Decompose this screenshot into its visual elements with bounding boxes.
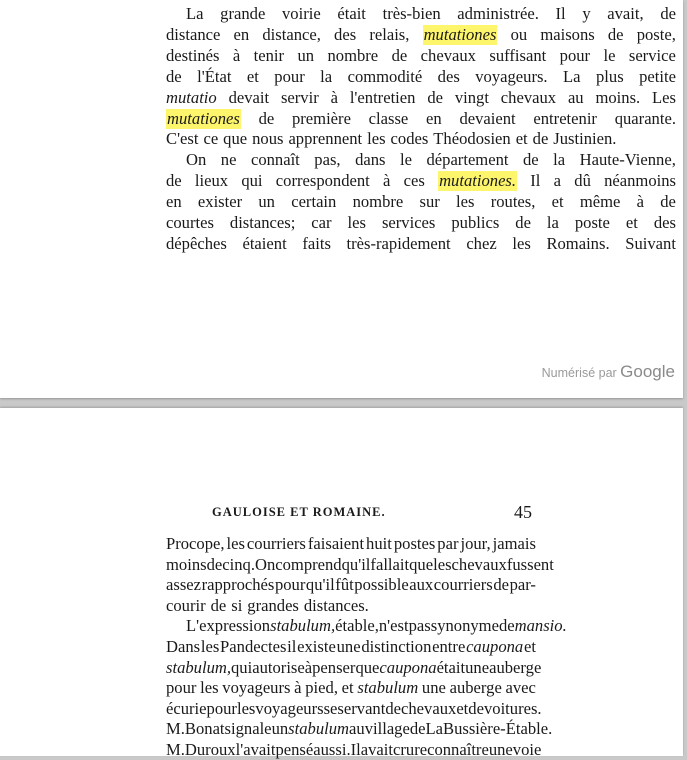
search-highlight: mutationes [167, 108, 240, 128]
word: quarante. [614, 108, 676, 128]
bottom-page-text-line [166, 637, 536, 657]
word: lieux [194, 171, 229, 191]
top-page-text-line [166, 46, 676, 66]
word: les [512, 233, 531, 253]
word: si [231, 595, 243, 615]
word: tenir [253, 45, 285, 65]
word: courriers [246, 534, 306, 553]
google-logo: Google [620, 362, 675, 381]
word: La [425, 719, 444, 739]
word: de [468, 698, 484, 718]
word: la [320, 66, 333, 86]
word: distance, [262, 24, 321, 44]
word: les [456, 192, 475, 212]
word: au [349, 719, 365, 739]
word: de [210, 595, 227, 615]
word: chez [466, 233, 497, 253]
word: relais, [369, 24, 410, 44]
word: Il [530, 171, 541, 191]
italic-term: mutatio [166, 87, 217, 107]
word: au [567, 87, 584, 107]
word: de [515, 213, 531, 232]
running-header: GAULOISE ET ROMAINE. [212, 505, 386, 519]
word: codes [390, 129, 429, 149]
word: pour [206, 698, 237, 718]
italic-term: mansio. [514, 616, 567, 636]
word: de [493, 575, 510, 595]
word: un [271, 719, 289, 739]
word: village [364, 719, 410, 739]
word: des [334, 24, 357, 44]
top-page-text-line [166, 109, 676, 129]
word: une [488, 740, 513, 759]
word: auberge [449, 678, 502, 698]
word: se [323, 698, 338, 718]
word: faisaient [307, 534, 365, 553]
word: sur [419, 192, 440, 212]
word: pour [166, 678, 197, 698]
word: et [456, 698, 469, 718]
word: comprend [275, 554, 342, 574]
word: chevaux [451, 554, 507, 574]
word: il [287, 637, 297, 656]
word: courriers [433, 575, 493, 595]
word: fût [335, 575, 354, 595]
word: routes, [490, 192, 536, 212]
word: de [660, 4, 676, 23]
word: car [311, 213, 332, 232]
word: avec [505, 678, 536, 698]
top-page-text-line [166, 213, 676, 233]
bottom-page-text-line [166, 554, 554, 575]
word: pas, [314, 150, 341, 170]
word: chevaux [420, 45, 476, 65]
word: et [246, 66, 259, 86]
digitization-watermark [542, 362, 675, 382]
word: Il [555, 4, 566, 23]
word: de [427, 87, 443, 107]
word: n'est [378, 616, 409, 636]
word: de [532, 129, 549, 149]
bottom-page-text-line [166, 596, 369, 616]
word: voyageurs. [475, 66, 548, 86]
word: faits [302, 233, 331, 253]
word: Haute-Vienne, [579, 150, 676, 170]
word: nous [252, 129, 284, 149]
word: entretenir [533, 108, 597, 128]
word: fussent [506, 554, 554, 574]
top-page-text-line [166, 67, 676, 87]
word: grande [220, 4, 266, 23]
word: devait [228, 87, 270, 107]
word: jamais [492, 534, 536, 553]
word: Bonat [184, 719, 225, 739]
word: néanmoins [604, 171, 676, 191]
word: Duroux [184, 740, 236, 759]
word: Il [350, 740, 361, 759]
word: des [653, 213, 676, 232]
word: vingt [454, 87, 489, 107]
word: distances; [229, 213, 296, 232]
word: Procope, [166, 534, 225, 553]
word: auberge [489, 657, 542, 677]
word: Dans [166, 637, 201, 656]
italic-term: stabulum, [270, 616, 336, 636]
word: La [563, 66, 581, 86]
top-page-text-line [186, 4, 676, 24]
word: de [607, 24, 624, 44]
word: des [437, 66, 460, 86]
italic-term: stabulum, [166, 657, 231, 677]
word: pour [274, 66, 305, 86]
word: pour [559, 45, 591, 65]
italic-term: caupona [379, 657, 437, 677]
word: les [236, 698, 256, 718]
word: courtes [166, 213, 214, 232]
word: Les [652, 87, 676, 107]
word: voitures. [483, 698, 542, 718]
word: département [426, 150, 509, 170]
word: services [381, 213, 436, 232]
word: la [553, 150, 566, 170]
word: connaît [250, 150, 300, 170]
word: nombre [327, 45, 379, 65]
word: voyageurs [255, 698, 324, 718]
word: M. [166, 719, 185, 739]
word: ces [403, 171, 425, 191]
word: de [660, 192, 676, 212]
word: huit [366, 534, 392, 553]
word: commodité [347, 66, 423, 86]
word: signale [224, 719, 272, 739]
italic-term: stabulum [288, 719, 350, 739]
word: pensé [275, 740, 314, 759]
word: très-rapidement [346, 233, 451, 253]
word: dû [574, 171, 591, 191]
search-highlight: mutationes [423, 24, 497, 44]
word: ne [220, 150, 237, 170]
word: et [551, 192, 564, 212]
top-page-text-line [166, 192, 676, 212]
word: Bussière-Étable. [443, 719, 553, 739]
word: Théodosien [433, 129, 511, 149]
word: étaient [242, 233, 287, 253]
bottom-page-text-line [166, 534, 536, 554]
word: était [337, 4, 366, 23]
word: de [409, 719, 426, 739]
word: distance [166, 24, 221, 44]
word: a [553, 171, 562, 191]
top-page-text-line [166, 171, 676, 191]
word: C'est [166, 129, 199, 149]
word: à [383, 171, 391, 191]
word: suffisant [489, 45, 547, 65]
word: de [166, 171, 182, 191]
word: possible [354, 575, 409, 595]
word: servant [337, 698, 386, 718]
word: distinction [361, 637, 432, 656]
word: le [400, 150, 412, 170]
word: pied, [305, 678, 338, 698]
word: les [367, 129, 386, 149]
word: reconnaître [414, 740, 489, 759]
word: à [330, 87, 338, 107]
word: qu'il [341, 554, 371, 574]
word: L'expression [186, 616, 271, 636]
word: jour, [460, 534, 491, 553]
word: l'entretien [349, 87, 416, 107]
word: dépêches [166, 233, 227, 253]
word: les [200, 637, 220, 656]
word: étable, [335, 616, 379, 636]
word: un [297, 45, 315, 65]
word: et [523, 637, 536, 656]
bottom-page-text-line [166, 657, 542, 678]
word: de [166, 66, 182, 86]
bottom-page-text-line [166, 575, 536, 595]
word: M. [166, 740, 185, 759]
word: et [625, 213, 638, 232]
word: autorise [252, 657, 305, 677]
word: par- [509, 575, 536, 595]
word: synonyme [430, 616, 499, 636]
word: moins [166, 554, 207, 574]
word: La [186, 4, 204, 23]
word: dans [355, 150, 386, 170]
word: à [294, 678, 302, 698]
word: chevaux [401, 698, 457, 718]
word: de [206, 554, 223, 574]
word: On [186, 150, 207, 170]
word: assez [166, 575, 202, 595]
word: en [426, 108, 442, 128]
word: à [232, 45, 241, 65]
word: service [628, 45, 676, 65]
word: courir [166, 595, 206, 615]
word: correspondent [275, 171, 370, 191]
word: même [579, 192, 621, 212]
watermark-prefix: Numérisé par [541, 366, 617, 380]
search-highlight: mutationes. [439, 171, 517, 191]
word: l'avait [235, 740, 276, 759]
word: Justinien. [553, 129, 617, 149]
italic-term: caupona [466, 637, 524, 656]
word: postes [393, 534, 436, 553]
top-page-text-line [166, 234, 676, 254]
word: de [258, 108, 275, 128]
word: destinés [166, 45, 220, 65]
word: avait [360, 740, 393, 759]
word: à [636, 192, 645, 212]
word: petite [639, 66, 676, 86]
word: une [336, 637, 361, 656]
word: fallait [370, 554, 410, 574]
word: avait, [607, 4, 644, 23]
word: qui [241, 171, 263, 191]
word: et [515, 129, 528, 149]
word: rapprochés [201, 575, 275, 595]
word: les [200, 678, 219, 698]
word: qu'il [305, 575, 335, 595]
word: administrée. [457, 4, 539, 23]
word: par [437, 534, 459, 553]
word: Suivant [625, 233, 676, 253]
word: y [582, 4, 591, 23]
word: servir [280, 87, 319, 107]
word: de [385, 698, 402, 718]
word: voie [512, 740, 542, 759]
word: distances. [303, 595, 369, 615]
word: un [258, 192, 275, 212]
word: publics [451, 213, 500, 232]
top-page-text-line [166, 88, 676, 108]
word: les [433, 554, 452, 574]
top-page-text-line [186, 150, 676, 170]
bottom-page-text-line [166, 719, 553, 739]
word: que [223, 129, 248, 149]
word: Romains. [546, 233, 610, 253]
word: ce [203, 129, 219, 149]
word: l'État [197, 66, 232, 86]
word: voyageurs [222, 678, 291, 698]
word: qui [231, 657, 253, 677]
bottom-page-text-line [166, 678, 536, 698]
word: apprennent [288, 129, 363, 149]
bottom-page-text-line [166, 698, 542, 719]
word: penser [312, 657, 356, 677]
word: exister [197, 192, 243, 212]
word: On [254, 554, 276, 574]
word: et [341, 678, 354, 698]
word: classe [368, 108, 409, 128]
word: Pandectes [220, 637, 287, 656]
word: maisons [540, 24, 595, 44]
word: une [465, 657, 490, 677]
word: devaient [459, 108, 516, 128]
word: aux [409, 575, 434, 595]
word: poste, [636, 24, 676, 44]
word: écurie [166, 698, 207, 718]
word: première [291, 108, 351, 128]
word: que [355, 657, 380, 677]
word: en [166, 192, 182, 212]
word: ou [510, 24, 528, 44]
bottom-page-text-line [186, 616, 567, 636]
top-page-text-line [166, 25, 676, 45]
word: cru [393, 740, 415, 759]
word: certain [291, 192, 337, 212]
word: de [498, 616, 515, 636]
word: était [436, 657, 466, 677]
word: les [347, 213, 366, 232]
word: chevaux [500, 87, 557, 107]
word: poste [574, 213, 610, 232]
word: moins. [595, 87, 641, 107]
word: que [409, 554, 434, 574]
word: plus [595, 66, 624, 86]
word: cinq. [222, 554, 255, 574]
word: très-bien [382, 4, 441, 23]
word: entre [432, 637, 466, 656]
bottom-page-text-line [166, 740, 542, 760]
word: de [523, 150, 539, 170]
word: à [304, 657, 313, 677]
word: voirie [281, 4, 321, 23]
word: le [603, 45, 616, 65]
top-page-text-line [166, 129, 616, 149]
word: en [233, 24, 250, 44]
word: existe [297, 637, 336, 656]
word: pour [274, 575, 306, 595]
word: grandes [247, 595, 299, 615]
italic-term: stabulum [357, 678, 419, 698]
word: les [226, 534, 245, 553]
word: pas [408, 616, 431, 636]
word: aussi. [313, 740, 351, 759]
word: nombre [352, 192, 404, 212]
page-number: 45 [514, 502, 532, 522]
word: la [546, 213, 559, 232]
word: de [391, 45, 408, 65]
word: une [421, 678, 446, 698]
